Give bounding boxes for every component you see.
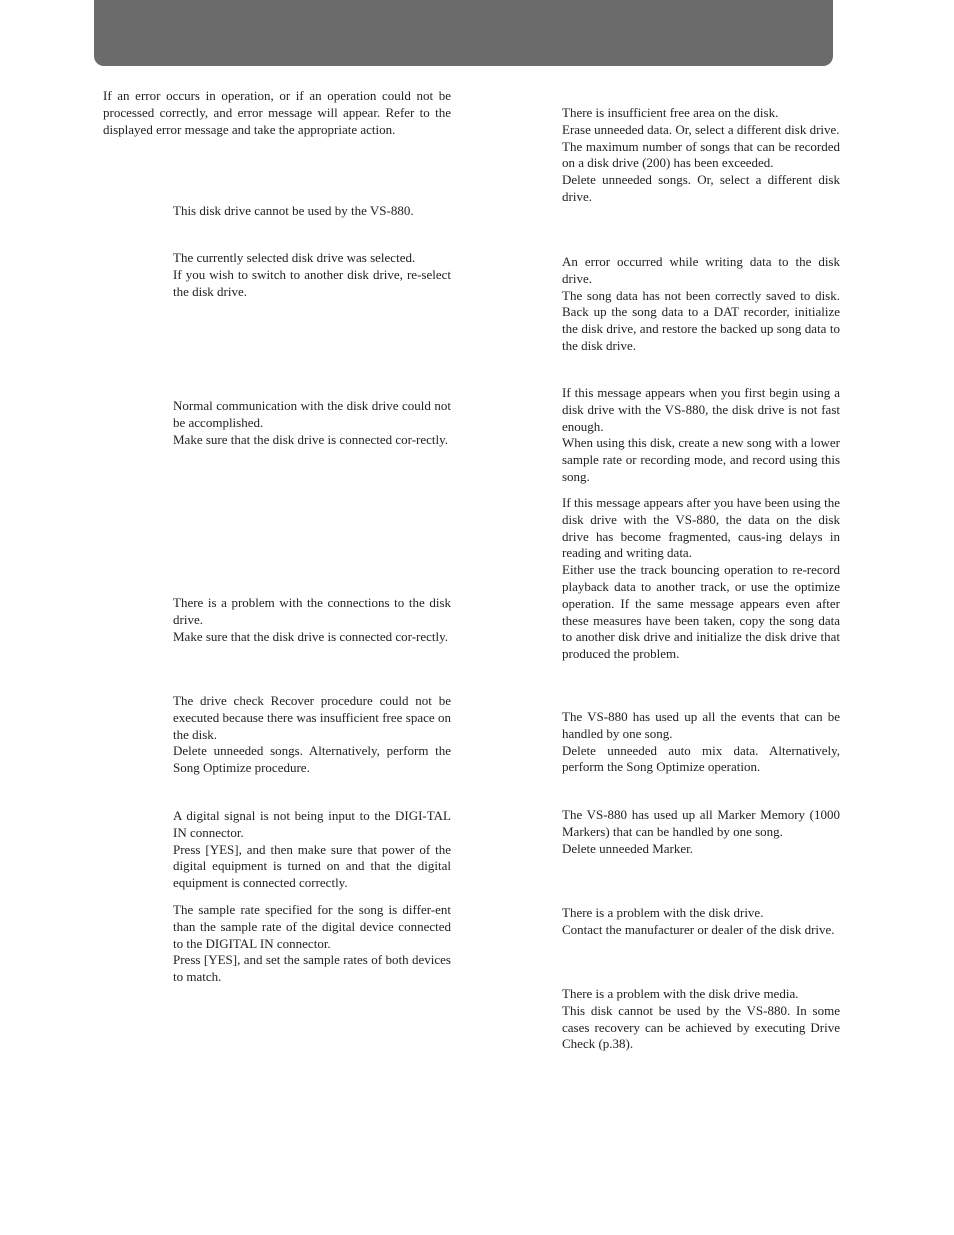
- error-text: The VS-880 has used up all Marker Memory (1000 Markers) that can be handled by one song.: [562, 807, 840, 839]
- error-entry: [173, 693, 451, 777]
- error-entry: [562, 709, 840, 776]
- error-text: A digital signal is not being input to the DIGI-TAL IN connector.: [173, 808, 451, 840]
- error-text: The currently selected disk drive was selected.: [173, 250, 416, 265]
- error-text: Delete unneeded songs. Or, select a different disk drive.: [562, 172, 840, 204]
- error-text: Normal communication with the disk drive could not be accomplished.: [173, 398, 451, 430]
- error-text: The sample rate specified for the song is differ-ent than the sample rate of the digital device connected to the DIGITAL IN connector.: [173, 902, 451, 951]
- error-text: The song data has not been correctly saved to disk. Back up the song data to a DAT recorder, initialize the disk drive, and restore the backed up song data to the disk drive.: [562, 287, 840, 353]
- error-text: The drive check Recover procedure could not be executed because there was insufficient free space on the disk.: [173, 693, 451, 742]
- error-text: There is a problem with the disk drive.: [562, 905, 764, 920]
- error-text: Delete unneeded Marker.: [562, 840, 694, 856]
- error-text: Press [YES], and then make sure that power of the digital equipment is turned on and that the digital equipment is connected correctly.: [173, 841, 451, 891]
- error-entry: [173, 902, 451, 986]
- error-text: Either use the track bouncing operation to re-record playback data to another track, or use the optimize operation. If the same message appears even after these measures have been taken, copy the song data to another disk drive and initialize the disk drive that produced the problem.: [562, 562, 840, 662]
- error-entry: [562, 105, 840, 206]
- error-entry: [562, 385, 840, 486]
- error-text: If this message appears after you have been using the disk drive with the VS-880, the data on the disk drive has become fragmented, caus-ing delays in reading and writing data.: [562, 495, 840, 561]
- error-entry: [562, 254, 840, 355]
- error-entry: [562, 986, 840, 1053]
- error-text: An error occurred while writing data to the disk drive.: [562, 254, 840, 286]
- error-entry: [173, 250, 451, 300]
- error-text: Delete unneeded auto mix data. Alternatively, perform the Song Optimize operation.: [562, 742, 840, 775]
- error-text: There is insufficient free area on the disk.: [562, 105, 779, 120]
- error-text: If this message appears when you first begin using a disk drive with the VS-880, the disk drive is not fast enough.: [562, 385, 840, 434]
- error-text: Make sure that the disk drive is connected cor-rectly.: [173, 628, 449, 644]
- header-bar: [94, 0, 833, 66]
- error-text: Erase unneeded data. Or, select a different disk drive.: [562, 121, 840, 137]
- error-text: Make sure that the disk drive is connected cor-rectly.: [173, 431, 449, 447]
- error-entry: [562, 495, 840, 663]
- error-text: Delete unneeded songs. Alternatively, perform the Song Optimize procedure.: [173, 743, 451, 776]
- error-entry: [173, 398, 451, 448]
- error-text: There is a problem with the connections to the disk drive.: [173, 595, 451, 627]
- error-text: Press [YES], and set the sample rates of both devices to match.: [173, 952, 451, 985]
- error-text: The maximum number of songs that can be recorded on a disk drive (200) has been exceeded.: [562, 138, 840, 171]
- error-text: When using this disk, create a new song with a lower sample rate or recording mode, and record using this song.: [562, 435, 840, 484]
- error-entry: [562, 905, 840, 939]
- error-text: If you wish to switch to another disk drive, re-select the disk drive.: [173, 266, 451, 299]
- error-entry: [173, 203, 451, 220]
- intro-paragraph: If an error occurs in operation, or if an operation could not be processed correctly, and error message will appear. Refer to the displayed error message and take the appropriate action.: [103, 88, 451, 137]
- error-text: This disk cannot be used by the VS-880. In some cases recovery can be achieved by executing Drive Check (p.38).: [562, 1002, 840, 1052]
- error-text: The VS-880 has used up all the events that can be handled by one song.: [562, 709, 840, 741]
- error-text: There is a problem with the disk drive media.: [562, 986, 799, 1001]
- error-text: Contact the manufacturer or dealer of the disk drive.: [562, 921, 835, 937]
- error-entry: [173, 595, 451, 645]
- error-entry: [173, 808, 451, 892]
- error-entry: [562, 807, 840, 857]
- error-text: This disk drive cannot be used by the VS-880.: [173, 203, 414, 218]
